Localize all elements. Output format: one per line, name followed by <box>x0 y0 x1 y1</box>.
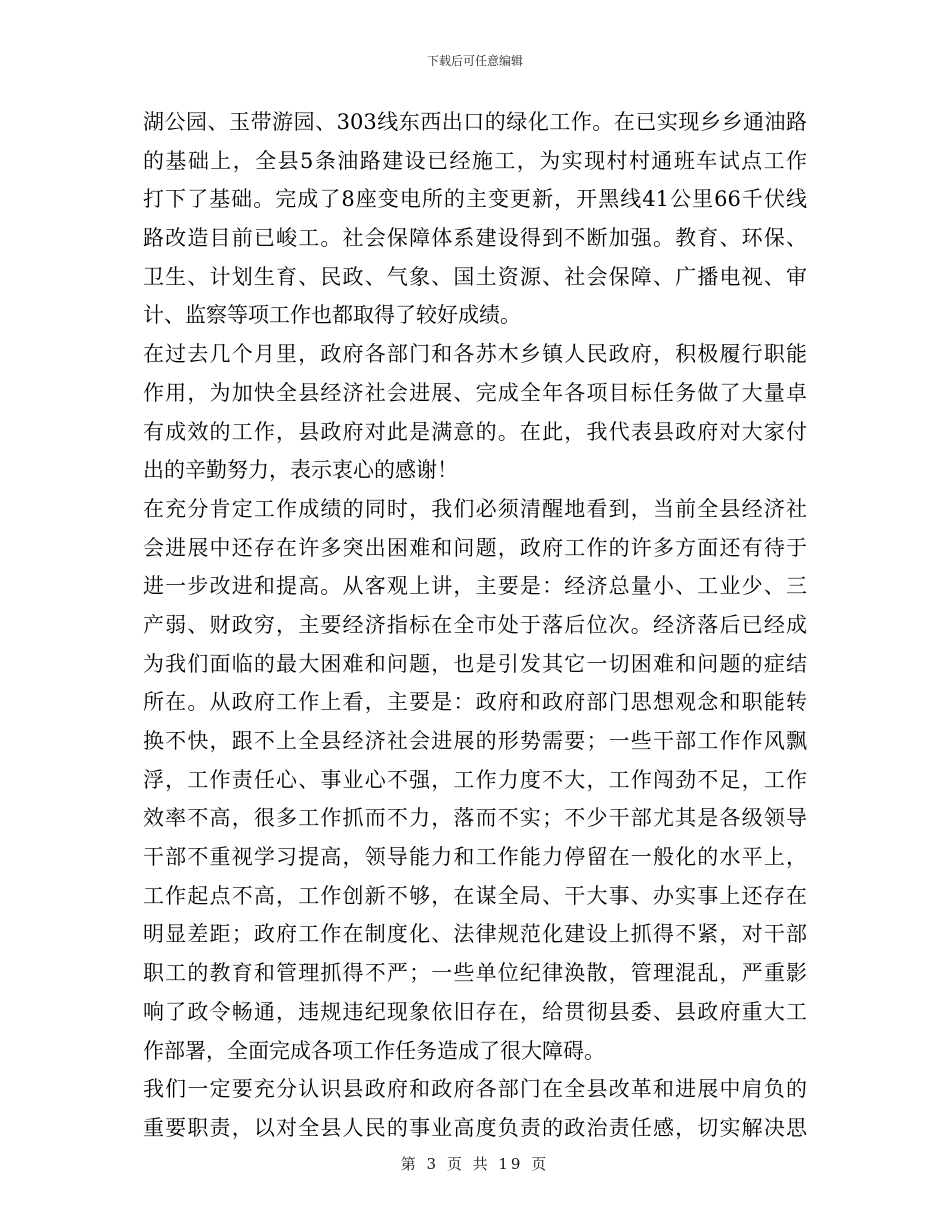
text-line: 在充分肯定工作成绩的同时，我们必须清醒地看到，当前全县经济社 <box>143 496 807 521</box>
paragraph-end-line: 作部署，全面完成各项工作任务造成了很大障碍。 <box>143 1038 605 1063</box>
header-note: 下载后可任意编辑 <box>426 54 523 68</box>
text-line: 有成效的工作，县政府对此是满意的。在此，我代表县政府对大家付 <box>143 419 807 444</box>
text-line: 路改造目前已峻工。社会保障体系建设得到不断加强。教育、环保、 <box>143 226 807 251</box>
document-body <box>143 103 807 1148</box>
text-line: 在过去几个月里，政府各部门和各苏木乡镇人民政府，积极履行职能 <box>143 342 807 367</box>
text-line: 浮，工作责任心、事业心不强，工作力度不大，工作闯劲不足，工作 <box>143 767 807 792</box>
text-line: 的基础上，全县5条油路建设已经施工，为实现村村通班车试点工作 <box>143 148 807 173</box>
text-line: 换不快，跟不上全县经济社会进展的形势需要；一些干部工作作风飘 <box>143 729 807 753</box>
text-line: 湖公园、玉带游园、303线东西出口的绿化工作。在已实现乡乡通油路 <box>143 110 807 134</box>
text-line: 作用，为加快全县经济社会进展、完成全年各项目标任务做了大量卓 <box>143 380 807 405</box>
text-line: 响了政令畅通，违规违纪现象依旧存在，给贯彻县委、县政府重大工 <box>143 999 807 1024</box>
text-line: 会进展中还存在许多突出困难和问题，政府工作的许多方面还有待于 <box>143 535 807 560</box>
text-line: 工作起点不高，工作创新不够，在谋全局、干大事、办实事上还存在 <box>143 883 807 908</box>
text-line: 打下了基础。完成了8座变电所的主变更新，开黑线41公里66千伏线 <box>143 187 807 212</box>
text-line: 所在。从政府工作上看，主要是：政府和政府部门思想观念和职能转 <box>143 690 807 715</box>
text-line: 职工的教育和管理抓得不严；一些单位纪律涣散，管理混乱，严重影 <box>143 961 807 986</box>
text-line: 明显差距；政府工作在制度化、法律规范化建设上抓得不紧，对干部 <box>143 922 807 947</box>
text-line: 为我们面临的最大困难和问题，也是引发其它一切困难和问题的症结 <box>143 651 807 676</box>
text-line: 产弱、财政穷，主要经济指标在全市处于落后位次。经济落后已经成 <box>143 612 807 637</box>
page-number: 第 3 页 共 19 页 <box>400 1155 550 1173</box>
text-line: 效率不高，很多工作抓而不力，落而不实；不少干部尤其是各级领导 <box>143 806 807 831</box>
text-line: 重要职责，以对全县人民的事业高度负责的政治责任感，切实解决思 <box>143 1115 807 1140</box>
text-line: 进一步改进和提高。从客观上讲，主要是：经济总量小、工业少、三 <box>143 574 807 599</box>
text-line: 我们一定要充分认识县政府和政府各部门在全县改革和进展中肩负的 <box>143 1077 807 1102</box>
text-line: 卫生、计划生育、民政、气象、国土资源、社会保障、广播电视、审 <box>143 264 807 289</box>
paragraph-end-line: 计、监察等项工作也都取得了较好成绩。 <box>143 303 521 328</box>
text-line: 干部不重视学习提高，领导能力和工作能力停留在一般化的水平上， <box>143 845 807 870</box>
paragraph-end-line: 出的辛勤努力，表示衷心的感谢！ <box>143 458 458 483</box>
